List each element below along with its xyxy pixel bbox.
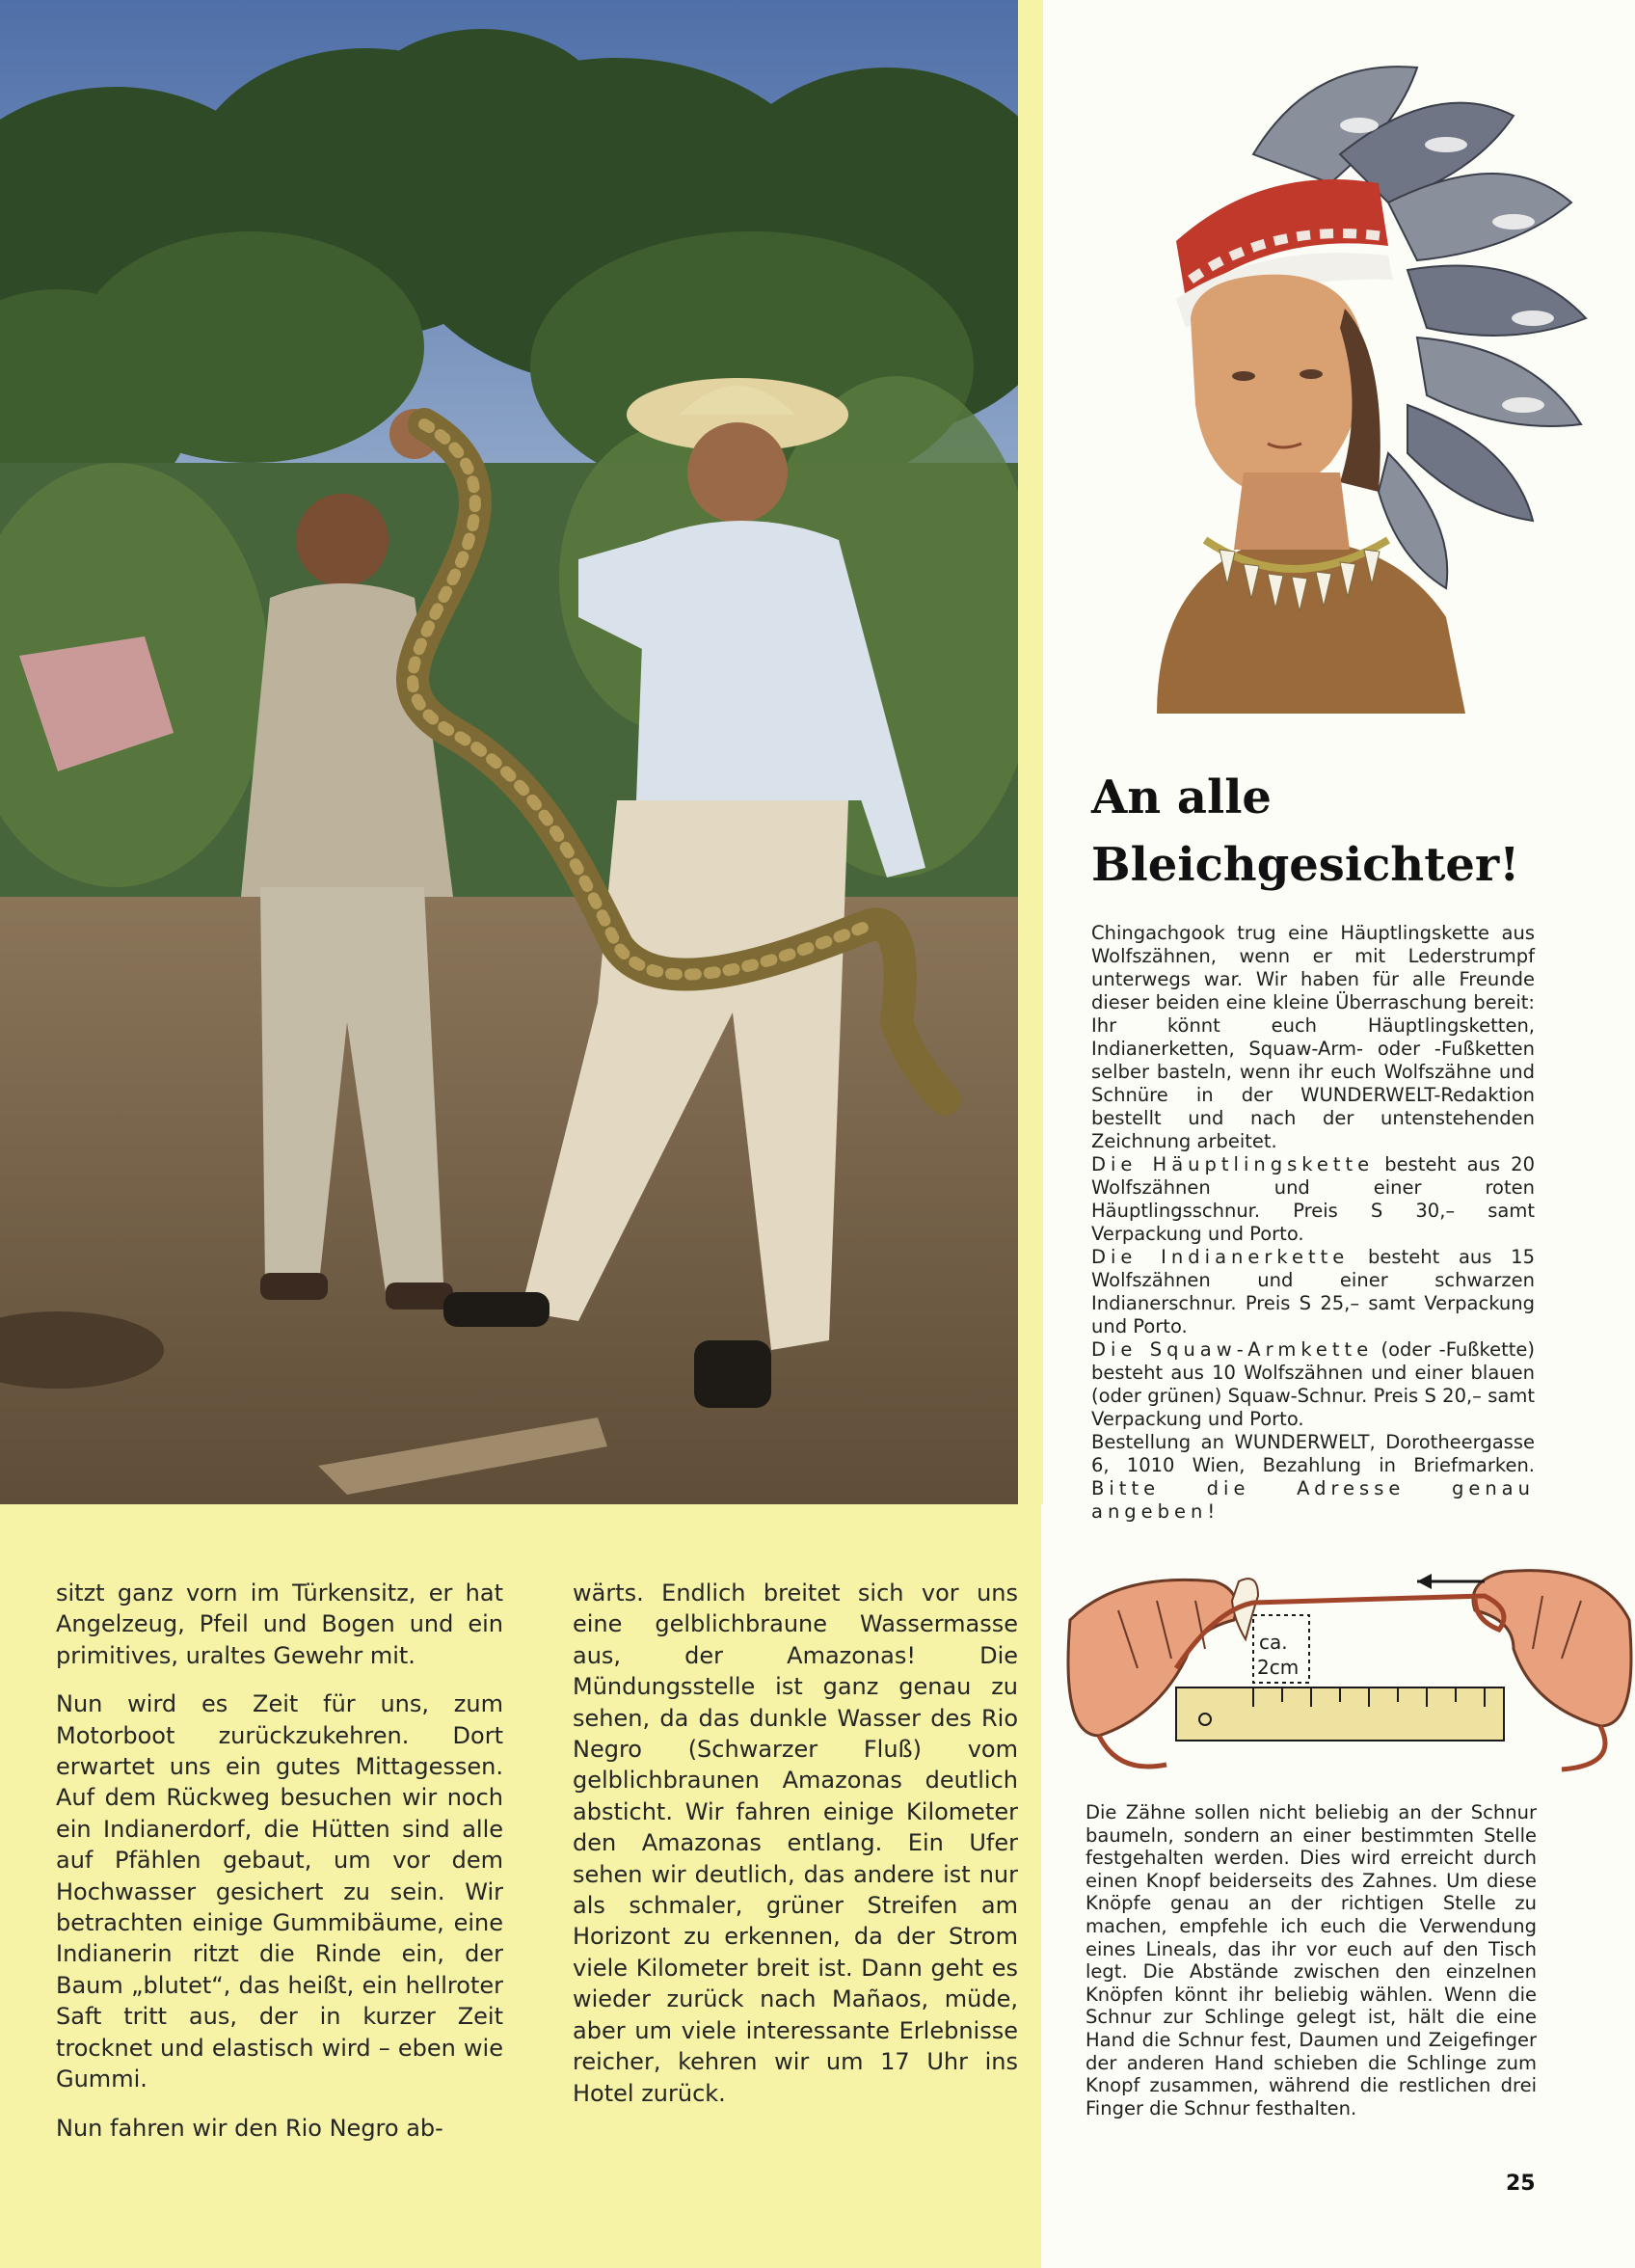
article-column-2 — [573, 1578, 1018, 2126]
order-address-note: Bitte die Adresse genau angeben! — [1091, 1477, 1535, 1523]
order-announcement — [1091, 922, 1535, 1524]
item-chief-chain-term: Die Häuptlingskette — [1091, 1153, 1375, 1175]
item-indian-chain-text: besteht aus 15 Wolfszähnen und einer schwarzen Indianerschnur. Preis S 25,– samt Verpackung und Porto. — [1091, 1246, 1535, 1337]
order-text: Bestellung an WUNDERWELT, Dorotheergasse 6, 1010 Wien, Bezahlung in Briefmarken. — [1091, 1431, 1535, 1476]
headline-line1: An alle — [1091, 770, 1272, 824]
item-indian-chain — [1091, 1246, 1535, 1338]
col2-paragraph-1: wärts. Endlich breitet sich vor uns eine gelblichbraune Wassermasse aus, der Amazonas! Die Mündungsstelle ist ganz genau zu sehen, da das dunkle Wasser des Rio Negro (Schwarzer Fluß) vom gelblichbraunen Amazonas deutlich absticht. Wir fahren einige Kilometer den Amazonas entlang. Ein Ufer sehen wir deutlich, das andere ist nur als schmaler, grüner Streifen am Horizont zu erkennen, da der Strom viele Kilometer breit ist. Dann geht es wieder zurück nach Mañaos, müde, aber um viele interessante Erlebnisse reicher, kehren wir um 17 Uhr ins Hotel zurück. — [573, 1580, 1018, 2107]
item-squaw-chain-term: Die Squaw-Armkette — [1091, 1338, 1374, 1361]
col1-paragraph-2: Nun wird es Zeit für uns, zum Motorboot zurückzukehren. Dort erwartet uns ein gutes Mittagessen. Auf dem Rückweg besuchen wir noch ein Indianerdorf, die Hütten sind alle auf Pfählen gebaut, um vor dem Hochwasser gesichert zu sein. Wir betrachten einige Gummibäume, eine Indianerin ritzt die Rinde ein, der Baum „blutet“, das heißt, ein hellroter Saft tritt aus, der in kurzer Zeit trocknet und elastisch wird – eben wie Gummi. — [56, 1690, 503, 2093]
diagram-label-ca: ca. — [1259, 1631, 1288, 1654]
diagram-label-2cm: 2cm — [1257, 1656, 1300, 1679]
item-squaw-chain — [1091, 1338, 1535, 1431]
item-chief-chain — [1091, 1153, 1535, 1246]
col1-paragraph-3: Nun fahren wir den Rio Negro ab- — [56, 2114, 443, 2142]
yellow-margin-strip — [1018, 0, 1043, 1504]
order-instructions — [1091, 1431, 1535, 1524]
item-squaw-chain-text: (oder -Fußkette) besteht aus 10 Wolfszähnen und einer blauen (oder grünen) Squaw-Schnur. Preis S 20,– samt Verpackung und Porto. — [1091, 1338, 1535, 1430]
knot-instructions: Die Zähne sollen nicht beliebig an der Schnur baumeln, sondern an einer bestimmten Stelle festgehalten werden. Dies wird erreicht durch einen Knopf beiderseits des Zahnes. Um diese Knöpfe genau an der richtigen Stelle zu machen, empfehle ich euch die Verwendung eines Lineals, das ihr vor euch auf den Tisch legt. Die Abstände zwischen den einzelnen Knöpfen könnt ihr beliebig wählen. Wenn die Schnur zur Schlinge gelegt ist, hält die eine Hand die Schnur fest, Daumen und Zeigefinger der anderen Hand schieben die Schlinge zum Knopf zusammen, während die restlichen drei Finger die Schnur festhalten. — [1086, 1801, 1537, 2120]
article-column-1 — [56, 1578, 503, 2161]
item-indian-chain-term: Die Indianerkette — [1091, 1246, 1350, 1268]
photo-illustration — [0, 0, 1018, 1504]
intro-paragraph: Chingachgook trug eine Häuptlingskette aus Wolfszähnen, wenn er mit Lederstrumpf unterwegs war. Wir haben für alle Freunde dieser beiden eine kleine Überraschung bereit: Ihr könnt euch Häuptlingsketten, Indianerketten, Squaw-Arm- oder -Fußketten selber basteln, wenn ihr euch Wolfszähne und Schnüre in der WUNDERWELT-Redaktion bestellt und nach der untenstehenden Zeichnung arbeitet. — [1091, 922, 1535, 1152]
knot-diagram-illustration — [1060, 1543, 1635, 1774]
item-chief-chain-text: besteht aus 20 Wolfszähnen und einer roten Häuptlingsschnur. Preis S 30,– samt Verpackung und Porto. — [1091, 1153, 1535, 1245]
col1-paragraph-1: sitzt ganz vorn im Türkensitz, er hat Angelzeug, Pfeil und Bogen und ein primitives, uraltes Gewehr mit. — [56, 1580, 503, 1669]
page-number: 25 — [1506, 2172, 1536, 2196]
headline — [1091, 764, 1593, 899]
headline-line2: Bleichgesichter! — [1091, 838, 1520, 892]
chief-portrait-illustration — [1099, 39, 1610, 714]
photo-snake-handlers — [0, 0, 1018, 1504]
